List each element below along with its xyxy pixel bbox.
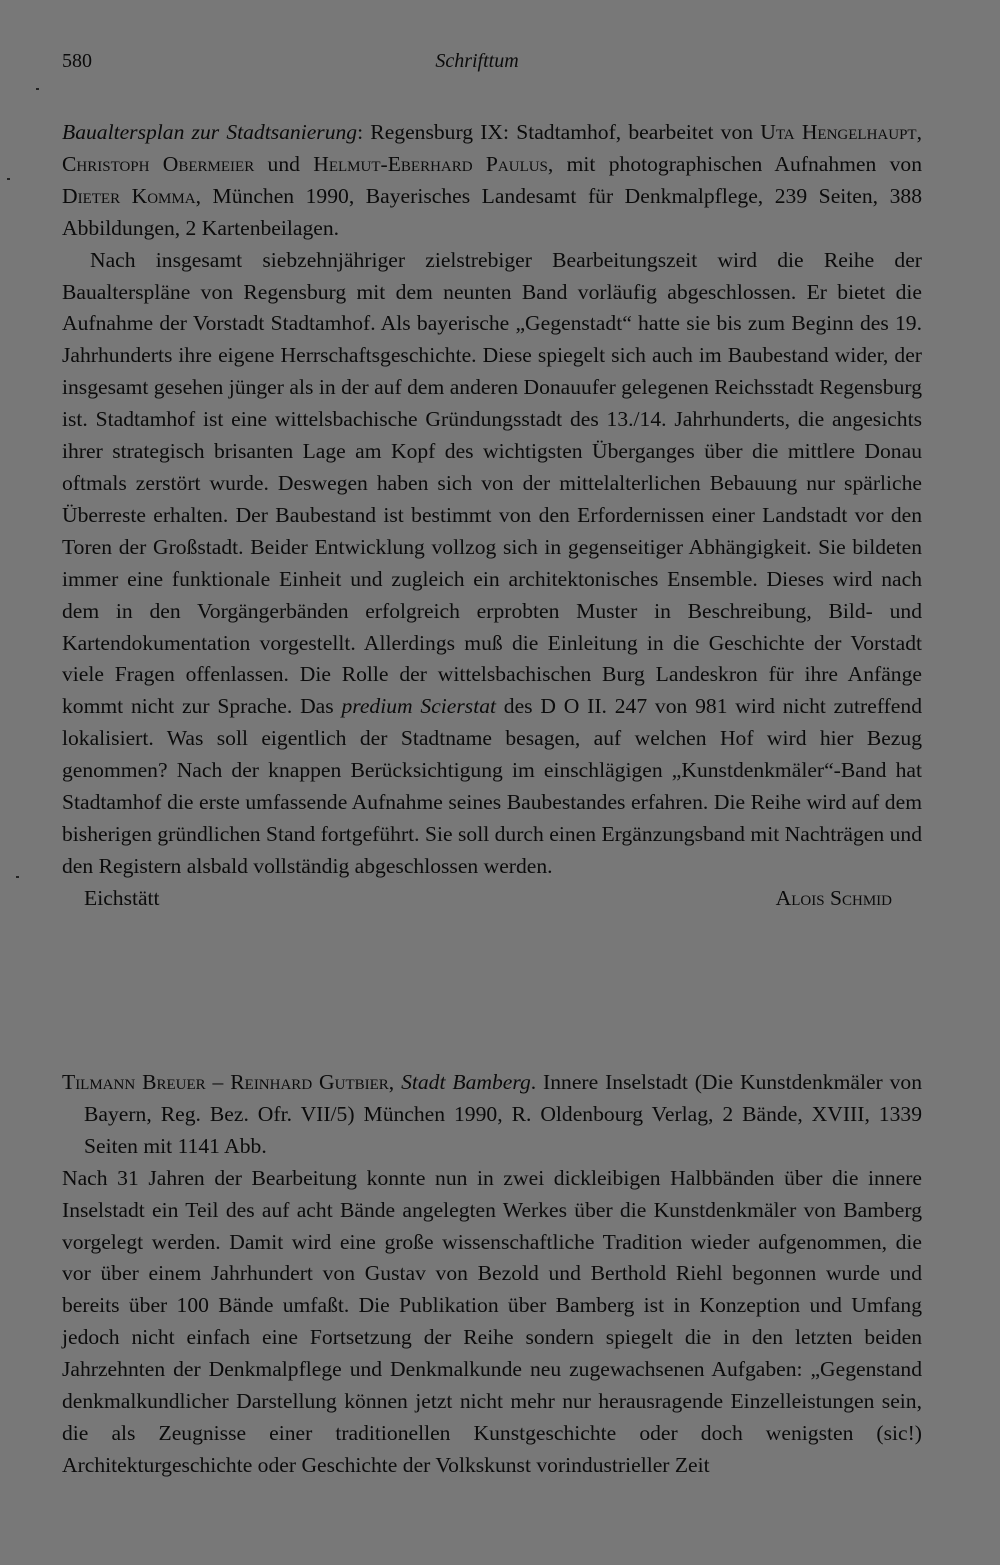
running-title: Schrifttum [435, 50, 519, 72]
scan-speck [7, 178, 10, 180]
signature-place: Eichstätt [84, 885, 160, 910]
review-body: Nach insgesamt siebzehnjähriger zielstrebiger Bearbeitungszeit wird die Reihe der Baualterspläne von Regensburg mit dem neunten Band vorläufig abgeschlossen. Er bietet die Aufnahme der Vorstadt Stadtamhof. Als bayerische „Gegenstadt“ hatte sie bis zum Beginn des 19. Jahrhunderts ihre eigene Herrschaftsgeschichte. Diese spiegelt sich auch im Baubestand wider, der insgesamt gesehen jünger als in der auf dem anderen Donauufer gelegenen Reichsstadt Regensburg ist. Stadtamhof ist eine wittelsbachische Gründungsstadt des 13./14. Jahrhunderts, die angesichts ihrer strategisch brisanten Lage am Kopf des wichtigsten Überganges über die mittlere Donau oftmals zerstört wurde. Deswegen haben sich von der mittelalterlichen Bebauung nur spärliche Überreste erhalten. Der Baubestand ist bestimmt von den Erfordernissen einer Landstadt vor den Toren der Großstadt. Beider Entwicklung vollzog sich in gegenseitiger Abhängigkeit. Sie bildeten immer eine funktionale Einheit und zugleich ein architektonisches Ensemble. Dieses wird nach dem in den Vorgängerbänden erfolgreich erprobten Muster in Beschreibung, Bild- und Kartendokumentation vorgestellt. Allerdings muß die Einleitung in die Geschichte der Vorstadt viele Fragen offenlassen. Die Rolle der wittelsbachischen Burg Landeskron für ihre Anfänge kommt nicht zur Sprache. Das predium Scierstat des D O II. 247 von 981 wird nicht zutreffend lokalisiert. Was soll eigentlich der Stadtname besagen, auf welchen Hof wird hier Bezug genommen? Nach der knappen Berücksichtigung im einschlägigen „Kunstdenkmäler“-Band hat Stadtamhof die erste umfassende Aufnahme seines Baubestandes erfahren. Die Reihe wird auf dem bisherigen gründlichen Stand fortgeführt. Sie soll durch einen Ergänzungsband mit Nachträgen und den Registern alsbald vollständig abgeschlossen werden. [62, 247, 922, 878]
reviewer-name: Alois Schmid [775, 885, 892, 910]
book-title: Stadt Bamberg [401, 1070, 531, 1094]
author-name: Tilmann Breuer [62, 1070, 206, 1094]
review-body: Nach 31 Jahren der Bearbeitung konnte nun in zwei dickleibigen Halbbänden über die innere Inselstadt ein Teil des auf acht Bände angelegten Werkes über die Kunstdenkmäler von Bamberg vorgelegt werden. Damit wird eine große wissenschaftliche Tradition wieder aufgenommen, die vor über einem Jahrhundert von Gustav von Bezold und Berthold Riehl begonnen wurde und bereits über 100 Bände umfaßt. Die Publikation über Bamberg ist in Konzeption und Umfang jedoch nicht einfach eine Fortsetzung der Reihe sondern spiegelt die in den letzten beiden Jahrzehnten der Denkmalpflege und Denkmalkunde neu zugewachsenen Aufgaben: „Gegenstand denkmalkundlicher Darstellung können jetzt nicht mehr nur herausragende Einzelleistungen sein, die als Zeugnisse einer traditionellen Kunstgeschichte oder doch wenigsten (sic!) Architekturgeschichte oder Geschichte der Volkskunst vorindustrieller Zeit [62, 1165, 922, 1477]
review-citation: Baualtersplan zur Stadtsanierung: Regensburg IX: Stadtamhof, bearbeitet von Uta Hengelhaupt, Christoph Obermeier und Helmut-Eberhard Paulus, mit photographischen Aufnahmen von Dieter Komma, München 1990, Bayerisches Landesamt für Denkmalpflege, 239 Seiten, 388 Abbildungen, 2 Kartenbeilagen. [62, 120, 923, 240]
scan-speck [36, 88, 39, 90]
book-title: Baualtersplan zur Stadtsanierung [62, 120, 358, 144]
review-signature [62, 883, 922, 915]
author-name: Christoph Obermeier [62, 151, 255, 176]
page-number: 580 [62, 50, 92, 72]
author-name: Reinhard Gutbier [230, 1070, 389, 1094]
page-header [62, 50, 892, 82]
review-stadtamhof [62, 117, 922, 915]
scan-speck [16, 876, 19, 878]
review-citation: Tilmann Breuer – Reinhard Gutbier, Stadt Bamberg. Innere Inselstadt (Die Kunstdenkmäler von Bayern, Reg. Bez. Ofr. VII/5) München 1990, R. Oldenbourg Verlag, 2 Bände, XVIII, 1339 Seiten mit 1141 Abb. [62, 1070, 923, 1158]
photographer-name: Dieter Komma [62, 183, 196, 208]
author-name: Helmut-Eberhard Paulus [313, 151, 548, 176]
author-name: Uta Hengelhaupt [760, 120, 917, 144]
review-bamberg [62, 1067, 922, 1482]
